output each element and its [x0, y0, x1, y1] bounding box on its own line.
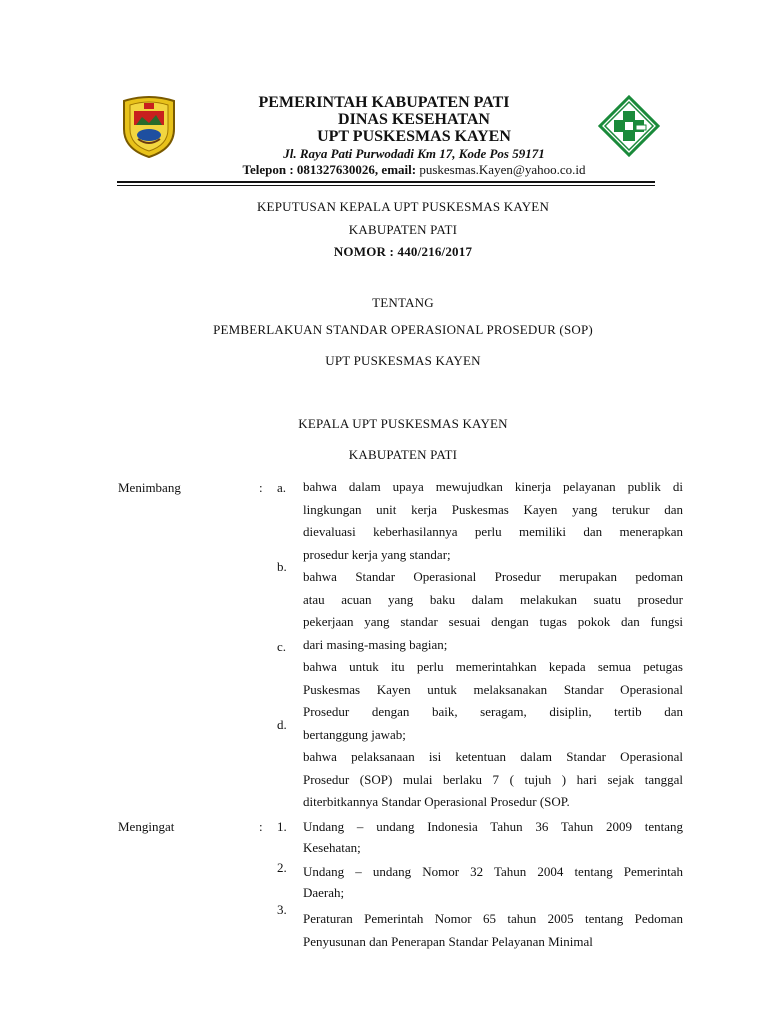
official-region: KABUPATEN PATI	[348, 447, 458, 462]
menimbang-line: dievaluasi keberhasilannya perlu memiliki dan menerapkan	[303, 524, 683, 539]
mengingat-marker-2: 2.	[277, 860, 287, 875]
menimbang-line: bahwa pelaksanaan isi ketentuan dalam Standar Operasional	[303, 749, 683, 764]
tentang-heading: TENTANG	[372, 295, 434, 310]
menimbang-marker-a: a.	[277, 480, 287, 495]
menimbang-marker-c: c.	[277, 639, 287, 654]
mengingat-colon: :	[259, 819, 263, 834]
decree-title: KEPUTUSAN KEPALA UPT PUSKESMAS KAYEN	[256, 199, 550, 214]
mengingat-line: Kesehatan;	[303, 839, 361, 855]
mengingat-line: Peraturan Pemerintah Nomor 65 tahun 2005 tentang Pedoman	[303, 911, 683, 926]
mengingat-line: Daerah;	[303, 884, 345, 900]
mengingat-marker-1: 1.	[277, 819, 287, 834]
header-department-name: DINAS KESEHATAN	[338, 111, 490, 128]
mengingat-item-3	[303, 907, 683, 953]
menimbang-line: bertanggung jawab;	[303, 726, 406, 742]
menimbang-line: dari masing-masing bagian;	[303, 636, 448, 652]
mengingat-marker-3: 3.	[277, 902, 287, 917]
mengingat-label: Mengingat	[118, 819, 175, 834]
header-rule-thick	[117, 181, 655, 183]
header-address: Jl. Raya Pati Purwodadi Km 17, Kode Pos 59171	[283, 146, 545, 161]
menimbang-line: Prosedur dengan baik, seragam, disiplin, tertib dan	[303, 704, 683, 719]
header-phone: Telepon : 081327630026, email:	[242, 162, 417, 177]
mengingat-line: Undang – undang Nomor 32 Tahun 2004 tentang Pemerintah	[303, 864, 683, 879]
menimbang-line: lingkungan unit kerja Puskesmas Kayen yang terukur dan	[303, 501, 683, 517]
menimbang-label: Menimbang	[118, 480, 181, 495]
menimbang-marker-d: d.	[277, 717, 287, 732]
menimbang-text	[303, 476, 683, 814]
menimbang-line: Prosedur (SOP) mulai berlaku 7 ( tujuh ) hari sejak tanggal	[303, 771, 683, 787]
menimbang-line: pekerjaan yang standar sesuai dengan tugas pokok dan fungsi	[303, 614, 683, 629]
decree-region: KABUPATEN PATI	[348, 222, 458, 237]
header-government-name: PEMERINTAH KABUPATEN PATI	[258, 94, 510, 111]
menimbang-line: prosedur kerja yang standar;	[303, 546, 451, 562]
decree-subject-line2: UPT PUSKESMAS KAYEN	[325, 353, 481, 368]
menimbang-line: bahwa Standar Operasional Prosedur merupakan pedoman	[303, 569, 683, 584]
official-title: KEPALA UPT PUSKESMAS KAYEN	[298, 416, 508, 431]
header-contact	[0, 162, 768, 178]
menimbang-line: diterbitkannya Standar Operasional Prosedur (SOP.	[303, 794, 570, 809]
mengingat-item-2	[303, 862, 683, 903]
mengingat-line: Undang – undang Indonesia Tahun 36 Tahun 2009 tentang	[303, 819, 683, 834]
menimbang-line: atau acuan yang baku dalam melakukan suatu prosedur	[303, 591, 683, 607]
menimbang-colon: :	[259, 480, 263, 495]
header-rule-thin	[117, 185, 655, 186]
menimbang-line: bahwa untuk itu perlu memerintahkan kepada semua petugas	[303, 659, 683, 674]
decree-subject-line1: PEMBERLAKUAN STANDAR OPERASIONAL PROSEDUR (SOP)	[213, 322, 593, 337]
menimbang-line: Puskesmas Kayen untuk melaksanakan Standar Operasional	[303, 681, 683, 697]
mengingat-line: Penyusunan dan Penerapan Standar Pelayanan Minimal	[303, 934, 593, 949]
header-unit-name: UPT PUSKESMAS KAYEN	[317, 128, 511, 145]
header-email: puskesmas.Kayen@yahoo.co.id	[419, 162, 586, 177]
decree-number: NOMOR : 440/216/2017	[333, 244, 473, 259]
mengingat-item-1	[303, 817, 683, 858]
menimbang-line: bahwa dalam upaya mewujudkan kinerja pelayanan publik di	[303, 479, 683, 494]
menimbang-marker-b: b.	[277, 559, 287, 574]
